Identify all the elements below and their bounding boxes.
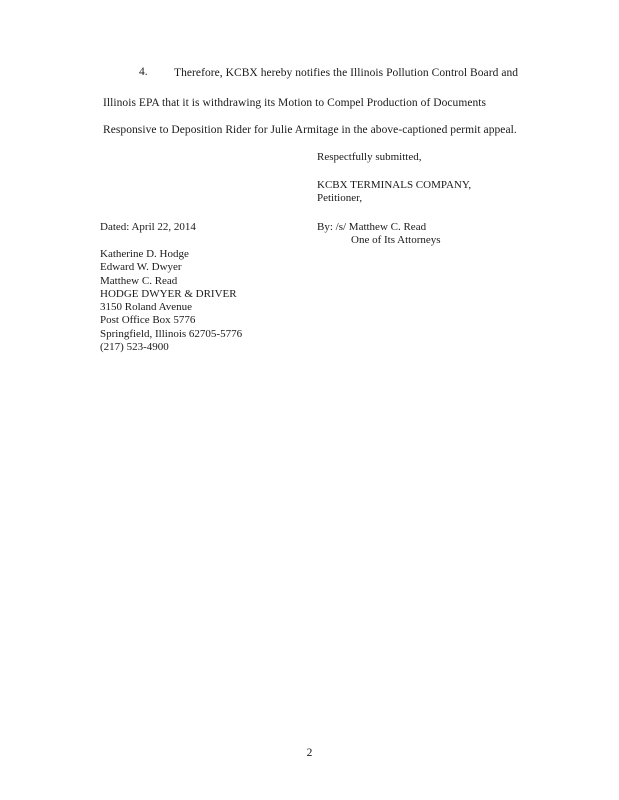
counsel-line: HODGE DWYER & DRIVER bbox=[100, 287, 237, 300]
company-block bbox=[317, 179, 471, 206]
attorney-designation: One of Its Attorneys bbox=[351, 234, 441, 247]
counsel-line: Edward W. Dwyer bbox=[100, 261, 182, 274]
paragraph-number: 4. bbox=[139, 66, 148, 78]
counsel-line: Katherine D. Hodge bbox=[100, 248, 189, 260]
counsel-line: Post Office Box 5776 bbox=[100, 314, 196, 327]
respectfully-submitted bbox=[317, 151, 421, 164]
counsel-line: 3150 Roland Avenue bbox=[100, 301, 193, 314]
paragraph-line-2: Illinois EPA that it is withdrawing its Motion to Compel Production of Documents bbox=[103, 97, 487, 109]
paragraph-line-1: Therefore, KCBX hereby notifies the Illinois Pollution Control Board and bbox=[174, 67, 519, 79]
paragraph-line-3: Responsive to Deposition Rider for Julie Armitage in the above-captioned permit appeal. bbox=[103, 124, 517, 136]
counsel-line: Matthew C. Read bbox=[100, 274, 178, 287]
counsel-block bbox=[100, 248, 242, 354]
counsel-line: (217) 523-4900 bbox=[100, 341, 169, 354]
signature-block bbox=[317, 221, 441, 248]
company-name: KCBX TERMINALS COMPANY, bbox=[317, 179, 472, 191]
company-role: Petitioner, bbox=[317, 192, 363, 205]
dated-text: Dated: April 22, 2014 bbox=[100, 221, 196, 233]
respectfully-text: Respectfully submitted, bbox=[317, 151, 422, 163]
dated-line bbox=[100, 221, 196, 234]
counsel-line: Springfield, Illinois 62705-5776 bbox=[100, 327, 243, 340]
signature-line: By: /s/ Matthew C. Read bbox=[317, 221, 427, 233]
page-number: 2 bbox=[306, 747, 313, 759]
